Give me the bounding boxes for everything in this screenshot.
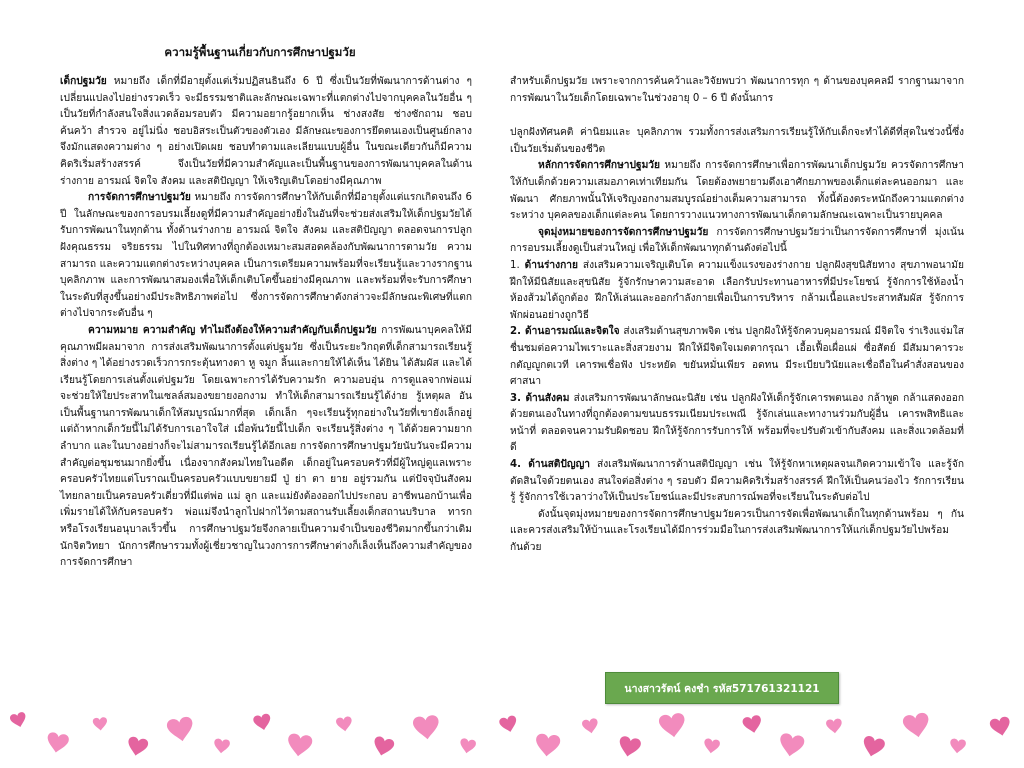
- heart-icon: [902, 712, 931, 739]
- term-goals: จุดมุ่งหมายของการจัดการศึกษาปฐมวัย: [538, 226, 709, 238]
- goal-item-intellectual: [510, 457, 964, 507]
- heart-icon: [703, 738, 720, 754]
- author-label: นางสาวรัตน์ คงชำ รหัส571761321121: [605, 672, 839, 704]
- heart-icon: [166, 716, 195, 743]
- goal-item-number: 3.: [510, 392, 526, 404]
- heart-icon: [126, 736, 149, 758]
- term-young-child: เด็กปฐมวัย: [60, 76, 107, 87]
- heart-icon: [213, 738, 230, 754]
- goal-item-social: [510, 391, 964, 457]
- text-goals: การจัดการศึกษาปฐมวัยว่าเป็นการจัดการศึกษาที่ มุ่งเน้นการอบรมเลี้ยงดูเป็นส่วนใหญ่ เพื่อให้เด็กพัฒนาทุกด้านดังต่อไปนี้: [510, 226, 964, 255]
- goal-item-physical: [510, 258, 964, 324]
- goal-item-term: ด้านอารมณ์และจิตใจ: [525, 326, 620, 338]
- right-column: [510, 74, 964, 557]
- heart-icon: [581, 718, 599, 735]
- attitude-paragraph: ปลูกฝังทัศนคติ ค่านิยมและ บุคลิกภาพ รวมทั้งการส่งเสริมการเรียนรู้ให้กับเด็กจะทำได้ดีที่สุดในช่วงนี้ซึ่งเป็นวัยเริ่มต้นของชีวิต: [510, 127, 964, 155]
- definition-young-child: [60, 74, 472, 190]
- goal-item-term: ด้านร่างกาย: [524, 259, 578, 271]
- heart-icon: [45, 732, 69, 755]
- text-early-education: หมายถึง การจัดการศึกษาให้กับเด็กที่มีอายุตั้งแต่แรกเกิดจนถึง 6 ปี ในลักษณะของการอบรมเลี้ยงดูที่มีความสำคัญอย่างยิ่งในอันที่จะช่วยส่งเสริมให้เด็กปฐมวัยได้รับการพัฒนาในทุกด้าน ทั้งด้านร่างกาย อารมณ์ จิตใจ สังคม และสติปัญญา ตลอดจนการปลูกฝังคุณธรรม จริยธรรม ไปในทิศทางที่ถูกต้องเหมาะสมสอดคล้องกับพัฒนาการตามวัย ความสามารถ และความแตกต่างระหว่างบุคคล เป็นการเตรียมความพร้อมที่จะเรียนรู้และวางรากฐานบุคลิกภาพ และการพัฒนาสมองเพื่อให้เด็กเติบโตขึ้นอย่างมีคุณภาพ และพร้อมที่จะรับการศึกษาในระดับที่สูงขึ้นอย่างมีประสิทธิภาพต่อไป ซึ่งการจัดการศึกษาดังกล่าวจะมีลักษณะพิเศษที่แตกต่างไปจากระดับอื่น ๆ: [60, 192, 472, 320]
- heart-icon: [617, 735, 642, 758]
- heart-icon: [9, 711, 28, 729]
- definition-early-education: [60, 190, 472, 323]
- goal-item-term: ด้านสติปัญญา: [528, 459, 590, 471]
- heart-icon: [658, 712, 687, 739]
- left-column: [60, 74, 472, 572]
- heart-icon: [534, 733, 560, 757]
- heart-icon: [778, 732, 806, 758]
- heart-icon: [286, 733, 313, 758]
- goal-item-text: ส่งเสริมความเจริญเติบโต ความแข็งแรงของร่างกาย ปลูกฝังสุขนิสัยทาง สุขภาพอนามัย ฝึกให้มีนิสัยและสุขนิสัย รู้จักรักษาความสะอาด เลือกรับประทานอาหารที่มีประโยชน์ รู้จักการใช้ห้องน้ำ ห้องส้วมได้ถูกต้อง ฝึกให้เล่นและออกกำลังกายเพื่อเป็นการบริหาร กล้ามเนื้อและประสาทสัมผัส รู้จักการพักผ่อนอย่างถูกวิธี: [510, 259, 964, 321]
- goal-item-text: ส่งเสริมด้านสุขภาพจิต เช่น ปลูกฝังให้รู้จักควบคุมอารมณ์ มีจิตใจ ร่าเริงแจ่มใส ชื่นชมต่อความไพเราะและสิ่งสวยงาม ฝึกให้มีจิตใจเมตตากรุณา เอื้อเฟื้อเผื่อแผ่ ซื่อสัตย์ มีสัมมาคารวะ กตัญญูกตเวที เคารพเชื่อฟัง ประหยัด ขยันหมั่นเพียร อดทน มีระเบียบวินัยและเชื่อถือในคำสั่งสอนของศาสนา: [510, 326, 964, 388]
- goal-item-term: ด้านสังคม: [525, 392, 570, 404]
- importance-section: [60, 323, 472, 572]
- heart-icon: [253, 713, 273, 732]
- term-importance: ความหมาย ความสำคัญ ทำไมถึงต้องให้ความสำคัญกับเด็กปฐมวัย: [88, 324, 377, 336]
- text-principles: หมายถึง การจัดการศึกษาเพื่อการพัฒนาเด็กปฐมวัย ควรจัดการศึกษาให้กับเด็กด้วยความเสมอภาคเท่าเทียมกัน โดยต้องพยายามดึงเอาศักยภาพของเด็กแต่ละคนออกมา และพัฒนา ศักยภาพนั้นให้เจริญงอกงามสมบูรณ์อย่างเต็มความสามารถ ทั้งนี้ต้องตระหนักถึงความแตกต่างระหว่าง บุคคลของเด็กแต่ละคน โดยการวางแนวทางการพัฒนาเด็กตามลักษณะเฉพาะเป็นรายบุคคล: [510, 160, 964, 222]
- heart-icon: [371, 736, 395, 758]
- heart-icon: [336, 716, 353, 732]
- document-title: ความรู้พื้นฐานเกี่ยวกับการศึกษาปฐมวัย: [164, 45, 356, 59]
- goal-item-number: 1.: [510, 259, 525, 271]
- paragraph-gap: [510, 107, 964, 125]
- goal-item-emotional: [510, 324, 964, 390]
- heart-icon: [826, 718, 843, 734]
- heart-icon: [861, 735, 886, 759]
- term-early-education: การจัดการศึกษาปฐมวัย: [88, 192, 191, 204]
- continuation-paragraph: สำหรับเด็กปฐมวัย เพราะจากการค้นคว้าและวิจัยพบว่า พัฒนาการทุก ๆ ด้านของบุคคลมี รากฐานมาจากการพัฒนาในวัยเด็กโดยเฉพาะในช่วงอายุ 0 – 6 ปี ดังนั้นการ: [510, 76, 964, 104]
- heart-icon: [412, 715, 440, 741]
- text-young-child: หมายถึง เด็กที่มีอายุตั้งแต่เริ่มปฏิสนธินถึง 6 ปี ซึ่งเป็นวัยที่พัฒนาการด้านต่าง ๆ เปลี่ยนแปลงไปอย่างรวดเร็ว จะมีธรรมชาติและลักษณะเฉพาะที่แตกต่างไปจากบุคคลในวัยอื่น ๆ เป็นวัยที่กำลังสนใจสิ่งแวดล้อมรอบตัว มีความอยากรู้อยากเห็น ช่างสงสัย ช่างซักถาม ชอบค้นคว้า สำรวจ อยู่ไม่นิ่ง ชอบอิสระเป็นตัวของตัวเอง มีลักษณะของการยึดตนเองเป็นศูนย์กลางจึงมักแสดงความต่าง ๆ อย่างเปิดเผย ชอบทำตามและเลียนแบบผู้อื่น ในขณะเดียวกันก็มีความคิดริเริ่มสร้างสรรค์ จึงเป็นวัยที่มีความสำคัญและเป็นพื้นฐานของการพัฒนาบุคคลในด้านร่างกาย อารมณ์ จิตใจ สังคม และสติปัญญา ให้เจริญเติบโตอย่างมีคุณภาพ: [60, 76, 472, 187]
- heart-border: [0, 700, 1024, 768]
- heart-icon: [93, 717, 108, 731]
- conclusion-paragraph: ดังนั้นจุดมุ่งหมายของการจัดการศึกษาปฐมวัยควรเป็นการจัดเพื่อพัฒนาเด็กในทุกด้านพร้อม ๆ กัน และควรส่งเสริมให้บ้านและโรงเรียนได้มีการร่วมมือในการส่งเสริมพัฒนาการให้แก่เด็กปฐมวัยไปพร้อม กันด้วย: [510, 508, 964, 554]
- goal-item-text: ส่งเสริมการพัฒนาลักษณะนิสัย เช่น ปลูกฝังให้เด็กรู้จักเคารพตนเอง กล้าพูด กล้าแสดงออกด้วยตนเองในทางที่ถูกต้องตามขนบธรรมเนียมประเพณี รู้จักเล่นและทางานร่วมกับผู้อื่น เคารพสิทธิและหน้าที่ ตลอดจนความรับผิดชอบ ฝึกให้รู้จักการรับการให้ พร้อมที่จะปรับตัวเข้ากับสังคม และสิ่งแวดล้อมที่ดี: [510, 392, 964, 454]
- principles-section: [510, 158, 964, 224]
- term-principles: หลักการจัดการศึกษาปฐมวัย: [538, 160, 660, 172]
- heart-icon: [949, 738, 966, 754]
- goal-item-number: 2.: [510, 326, 526, 338]
- goals-section: [510, 225, 964, 258]
- heart-icon: [459, 738, 477, 755]
- heart-icon: [498, 715, 518, 734]
- goal-item-text: ส่งเสริมพัฒนาการด้านสติปัญญา เช่น ให้รู้จักหาเหตุผลจนเกิดความเข้าใจ และรู้จักตัดสินใจด้วยตนเอง สนใจต่อสิ่งต่าง ๆ รอบตัว มีความคิดริเริ่มสร้างสรรค์ ฝึกให้เป็นคนว่องไว รักการเรียนรู้ รู้จักการใช้เวลาว่างให้เป็นประโยชน์และมีประสบการณ์พอที่จะเรียนในระดับต่อไป: [510, 459, 964, 504]
- goal-item-number: 4.: [510, 459, 529, 471]
- heart-icon: [989, 716, 1012, 738]
- heart-icon: [742, 714, 764, 734]
- text-importance: การพัฒนาบุคคลให้มีคุณภาพมีผลมาจาก การส่งเสริมพัฒนาการตั้งแต่ปฐมวัย ซึ่งเป็นระยะวิกฤตที่เด็กสามารถเรียนรู้สิ่งต่าง ๆ ได้อย่างรวดเร็วการกระตุ้นทางตา หู จมูก ลิ้นและกายให้ได้เห็น ได้ยิน ได้สัมผัส และได้เรียนรู้โดยการเล่นตั้งแต่ปฐมวัย โดยเฉพาะการได้รับความรัก ความอบอุ่น การดูแลจากพ่อแม่ จะช่วยให้ใยประสาทในเซลล์สมองขยายงอกงาม ทำให้เด็กสามารถเรียนรู้ได้ง่าย รู้เหตุผล อันเป็นพื้นฐานการพัฒนาเด็กให้สมบูรณ์มากที่สุด เด็กเล็ก ๆจะเรียนรู้ทุกอย่างในวัยที่เขายังเล็กอยู่ แต่ถ้าหากเด็กวัยนี้ไม่ได้รับการเอาใจใส่ เมื่อพ้นวัยนี้ไปเด็ก จะเรียนรู้สิ่งต่าง ๆ ได้ด้วยความยากลำบาก และในบางอย่างก็จะไม่สามารถเรียนรู้ได้อีกเลย การจัดการศึกษาปฐมวัยนับวันจะมีความสำคัญต่อชุมชนมากยิ่งขึ้น เนื่องจากสังคมไทยในอดีต เด็กอยู่ในครอบครัวที่มีผู้ใหญ่ดูแลเพราะครอบครัวไทยแต่โบราณเป็นครอบครัวแบบขยายมี ปู่ ย่า ตา ยาย อยู่รวมกัน แต่ปัจจุบันสังคมไทยกลายเป็นครอบครัวเดี่ยวที่มีแต่พ่อ แม่ ลูก และแม่ยังต้องออกไปประกอบ อาชีพนอกบ้านเพื่อเพิ่มรายได้ให้กับครอบครัว พ่อแม่จึงนำลูกไปฝากไว้ตามสถานรับเลี้ยงเด็กสถานบริบาล ทารก หรือโรงเรียนอนุบาลเร็วขึ้น การศึกษาปฐมวัยจึงกลายเป็นความจำเป็นของชีวิตมากขึ้นกว่าเดิม นักจิตวิทยา นักการศึกษารวมทั้งผู้เชี่ยวชาญในวงการการศึกษาต่างก็เล็งเห็นถึงความสำคัญของการจัดการศึกษา: [60, 324, 472, 569]
